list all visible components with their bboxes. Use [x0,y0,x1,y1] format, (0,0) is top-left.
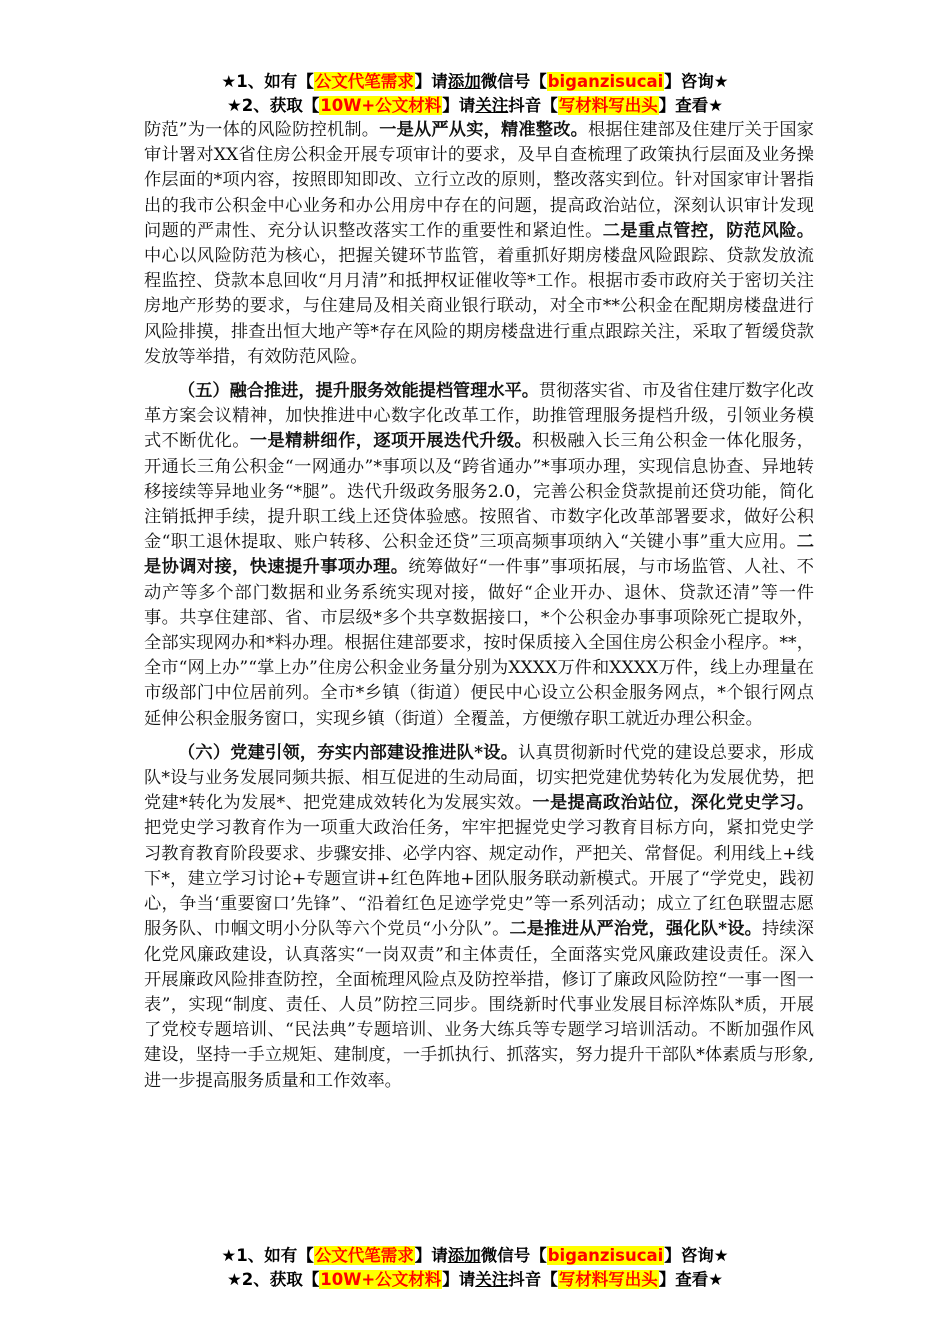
top-banner-line-1: ★1、如有【公文代笔需求】请添加微信号【biganzisucai】咨询★ [221,72,729,91]
highlight-writing-service: 公文代笔需求 [314,1246,414,1265]
highlight-douyin-account: 写材料写出头 [558,1270,658,1289]
highlight-wechat-id: biganzisucai [547,1246,664,1265]
highlight-materials: 10W+公文材料 [320,1270,442,1289]
paragraph-section-6: （六）党建引领，夯实内部建设推进队*设。认真贯彻新时代党的建设总要求，形成队*设与业务发展同频共振、相互促进的生动局面，切实把党建优势转化为发展优势，把党建*转化为发展*、把党建成效转化为发展实效。一是提高政治站位，深化党史学习。把党史学习教育作为一项重大政治任务，牢牢把握党史学习教育目标方向，紧扣党史学习教育教育阶段要求、步骤安排、必学内容、规定动作，严把关、常督促。利用线上+线下*，建立学习讨论+专题宣讲+红色阵地+团队服务联动新模式。开展了“学党史，践初心，争当‘重要窗口’先锋”、“沿着红色足迹学党史”等一系列活动；成立了红色联盟志愿服务队、巾帼文明小分队等六个党员“小分队”。二是推进从严治党，强化队*设。持续深化党风廉政建设，认真落实“一岗双责”和主体责任，全面落实党风廉政建设责任。深入开展廉政风险排查防控，全面梳理风险点及防控举措，修订了廉政风险防控“一事一图一表”，实现“制度、责任、人员”防控三同步。围绕新时代事业发展目标淬炼队*质，开展了党校专题培训、“民法典”专题培训、业务大练兵等专题学习培训活动。不断加强作风建设，坚持一手立规矩、建制度，一手抓执行、抓落实，努力提升干部队*体素质与形象,进一步提高服务质量和工作效率。 [144,742,814,1091]
paragraph-section-5: （五）融合推进，提升服务效能提档管理水平。贯彻落实省、市及省住建厅数字化改革方案会议精神，加快推进中心数字化改革工作，助推管理服务提档升级，引领业务模式不断优化。一是精耕细作，逐项开展迭代升级。积极融入长三角公积金一体化服务，开通长三角公积金“一网通办”*事项以及“跨省通办”*事项办理，实现信息协查、异地转移接续等异地业务“*腿”。迭代升级政务服务2.0，完善公积金贷款提前还贷功能，简化注销抵押手续，提升职工线上还贷体验感。按照省、市数字化改革部署要求，做好公积金“职工退休提取、账户转移、公积金还贷”三项高频事项纳入“关键小事”重大应用。二是协调对接，快速提升事项办理。统筹做好“一件事”事项拓展，与市场监管、人社、不动产等多个部门数据和业务系统实现对接，做好“企业开办、退休、贷款还清”等一件事。共享住建部、省、市层级*多个共享数据接口，*个公积金办事事项除死亡提取外，全部实现网办和*料办理。根据住建部要求，按时保质接入全国住房公积金小程序。**，全市“网上办”“掌上办”住房公积金业务量分别为XXXX万件和XXXX万件，线上办理量在市级部门中位居前列。全市*乡镇（街道）便民中心设立公积金服务网点，*个银行网点延伸公积金服务窗口，实现乡镇（街道）全覆盖，方便缴存职工就近办理公积金。 [144,381,814,729]
highlight-writing-service: 公文代笔需求 [314,72,414,91]
paragraph-risk-control: 防范”为一体的风险防控机制。一是从严从实，精准整改。根据住建部及住建厅关于国家审计署对XX省住房公积金开展专项审计的要求，及早自查梳理了政策执行层面及业务操作层面的*项内容，按照即知即改、立行立改的原则，整改落实到位。针对国家审计署指出的我市公积金中心业务和办公用房中存在的问题，提高政治站位，深刻认识审计发现问题的严肃性、充分认识整改落实工作的重要性和紧迫性。二是重点管控，防范风险。中心以风险防范为核心，把握关键环节监管，着重抓好期房楼盘风险跟踪、贷款发放流程监控、贷款本息回收“月月清”和抵押权证催收等*工作。根据市委市政府关于密切关注房地产形势的要求，与住建局及相关商业银行联动，对全市**公积金在配期房楼盘进行风险排摸，排查出恒大地产等*存在风险的期房楼盘进行重点跟踪关注，采取了暂缓贷款发放等举措，有效防范风险。 [144,120,814,367]
highlight-materials: 10W+公文材料 [320,96,442,115]
bottom-banner-line-2: ★2、获取【10W+公文材料】请关注抖音【写材料写出头】查看★ [226,1270,724,1289]
highlight-douyin-account: 写材料写出头 [558,96,658,115]
top-banner-line-2: ★2、获取【10W+公文材料】请关注抖音【写材料写出头】查看★ [226,96,724,115]
bottom-banner-line-1: ★1、如有【公文代笔需求】请添加微信号【biganzisucai】咨询★ [221,1246,729,1265]
document-body [144,118,814,1094]
highlight-wechat-id: biganzisucai [547,72,664,91]
